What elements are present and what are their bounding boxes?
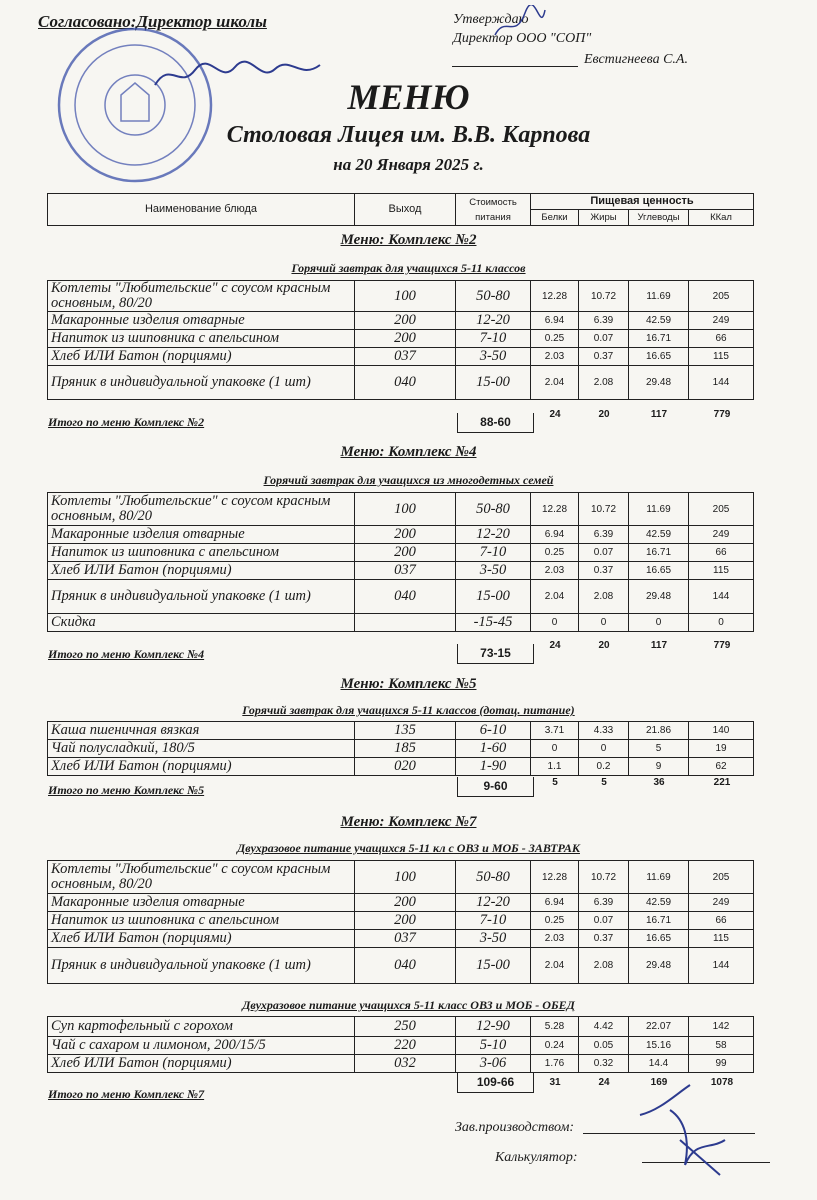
cost-cell: -15-45: [456, 614, 531, 632]
carbs-cell: 42.59: [629, 312, 689, 330]
complex2-total-label: Итого по меню Комплекс №2: [48, 415, 205, 429]
header-proteins: Белки: [531, 210, 579, 226]
complex5-table: [47, 721, 754, 776]
proteins-cell: 12.28: [531, 861, 579, 894]
cost-cell: 12-20: [456, 312, 531, 330]
kcal-cell: 115: [689, 930, 754, 948]
fats-cell: 0.32: [579, 1055, 629, 1073]
complex5-total-cost: 9-60: [457, 777, 534, 797]
table-row: [48, 330, 754, 348]
table-row: [48, 740, 754, 758]
proteins-cell: 6.94: [531, 526, 579, 544]
complex4-group: Горячий завтрак для учащихся из многодетных семей: [263, 473, 554, 487]
output-cell: 185: [355, 740, 456, 758]
carbs-cell: 16.71: [629, 544, 689, 562]
complex7-total-kcal: 1078: [710, 1077, 734, 1088]
complex5-total-label: Итого по меню Комплекс №5: [48, 783, 205, 797]
complex4-table: [47, 492, 754, 632]
table-row: [48, 281, 754, 312]
director-signature-line: [452, 66, 578, 67]
kcal-cell: 249: [689, 312, 754, 330]
fats-cell: 0: [579, 740, 629, 758]
carbs-cell: 29.48: [629, 948, 689, 984]
cost-cell: 50-80: [456, 281, 531, 312]
complex4-total-cost: 73-15: [457, 644, 534, 664]
proteins-cell: 1.1: [531, 758, 579, 776]
output-cell: 100: [355, 281, 456, 312]
table-row: [48, 580, 754, 614]
fats-cell: 4.42: [579, 1017, 629, 1037]
output-cell: 200: [355, 912, 456, 930]
calculator-label: Калькулятор:: [495, 1150, 578, 1165]
complex2-title: Меню: Комплекс №2: [340, 232, 477, 248]
header-kcal: ККал: [689, 210, 754, 226]
cost-cell: 50-80: [456, 493, 531, 526]
fats-cell: 0.2: [579, 758, 629, 776]
output-cell: 200: [355, 544, 456, 562]
header-nutrition: Пищевая ценность: [531, 194, 754, 210]
complex7-group-lunch: Двухразовое питание учащихся 5-11 класс ОВЗ и МОБ - ОБЕД: [242, 998, 575, 1012]
kcal-cell: 205: [689, 281, 754, 312]
proteins-cell: 0.24: [531, 1037, 579, 1055]
menu-date: на 20 Января 2025 г.: [333, 155, 484, 174]
carbs-cell: 29.48: [629, 366, 689, 400]
dish-name-cell: Макаронные изделия отварные: [48, 526, 355, 544]
header-cost: Стоимость питания: [456, 194, 531, 226]
proteins-cell: 12.28: [531, 493, 579, 526]
dish-name-cell: Макаронные изделия отварные: [48, 894, 355, 912]
kcal-cell: 66: [689, 544, 754, 562]
complex7-total-proteins: 31: [549, 1077, 561, 1088]
cost-cell: 7-10: [456, 330, 531, 348]
cost-cell: 12-20: [456, 526, 531, 544]
kcal-cell: 62: [689, 758, 754, 776]
fats-cell: 0.07: [579, 544, 629, 562]
fats-cell: 10.72: [579, 281, 629, 312]
complex2-total-kcal: 779: [713, 409, 731, 420]
output-cell: 100: [355, 861, 456, 894]
carbs-cell: 11.69: [629, 493, 689, 526]
complex5-total-carbs: 36: [653, 777, 665, 788]
proteins-cell: 3.71: [531, 722, 579, 740]
output-cell: 200: [355, 894, 456, 912]
cost-cell: 3-06: [456, 1055, 531, 1073]
table-row: [48, 562, 754, 580]
dish-name-cell: Хлеб ИЛИ Батон (порциями): [48, 562, 355, 580]
output-cell: 032: [355, 1055, 456, 1073]
complex2-total-cost: 88-60: [457, 413, 534, 433]
fats-cell: 6.39: [579, 894, 629, 912]
cost-cell: 3-50: [456, 930, 531, 948]
table-row: [48, 948, 754, 984]
carbs-cell: 16.71: [629, 912, 689, 930]
complex2-table: [47, 280, 754, 400]
kcal-cell: 140: [689, 722, 754, 740]
complex2-total-carbs: 117: [650, 409, 668, 420]
fats-cell: 0.37: [579, 348, 629, 366]
director-name: Евстигнеева С.А.: [584, 52, 688, 67]
complex7-total-fats: 24: [598, 1077, 610, 1088]
kcal-cell: 144: [689, 580, 754, 614]
complex2-group: Горячий завтрак для учащихся 5-11 классов: [291, 261, 526, 275]
kcal-cell: 19: [689, 740, 754, 758]
carbs-cell: 9: [629, 758, 689, 776]
table-row: [48, 493, 754, 526]
complex7-total-label: Итого по меню Комплекс №7: [48, 1087, 205, 1101]
output-cell: 040: [355, 948, 456, 984]
table-row: [48, 1017, 754, 1037]
kcal-cell: 66: [689, 330, 754, 348]
fats-cell: 0.07: [579, 330, 629, 348]
proteins-cell: 0.25: [531, 544, 579, 562]
dish-name-cell: Чай полусладкий, 180/5: [48, 740, 355, 758]
carbs-cell: 42.59: [629, 526, 689, 544]
table-row: [48, 912, 754, 930]
proteins-cell: 2.03: [531, 930, 579, 948]
carbs-cell: 29.48: [629, 580, 689, 614]
dish-name-cell: Хлеб ИЛИ Батон (порциями): [48, 1055, 355, 1073]
complex7-breakfast-table: [47, 860, 754, 984]
table-row: [48, 1055, 754, 1073]
output-cell: 100: [355, 493, 456, 526]
complex7-title: Меню: Комплекс №7: [340, 814, 477, 830]
cost-cell: 5-10: [456, 1037, 531, 1055]
table-row: [48, 1037, 754, 1055]
carbs-cell: 15.16: [629, 1037, 689, 1055]
kcal-cell: 142: [689, 1017, 754, 1037]
cost-cell: 3-50: [456, 562, 531, 580]
complex5-group: Горячий завтрак для учащихся 5-11 классов (дотац. питание): [242, 703, 575, 717]
complex2-total-proteins: 24: [549, 409, 561, 420]
kcal-cell: 99: [689, 1055, 754, 1073]
proteins-cell: 2.04: [531, 366, 579, 400]
carbs-cell: 5: [629, 740, 689, 758]
proteins-cell: 0: [531, 614, 579, 632]
approval-signature-icon: [490, 5, 550, 45]
cost-cell: 7-10: [456, 544, 531, 562]
agreed-header: Согласовано:Директор школы: [38, 12, 267, 31]
table-row: [48, 722, 754, 740]
table-row: [48, 348, 754, 366]
table-row: [48, 526, 754, 544]
output-cell: 037: [355, 930, 456, 948]
carbs-cell: 16.65: [629, 930, 689, 948]
dish-name-cell: Хлеб ИЛИ Батон (порциями): [48, 758, 355, 776]
dish-name-cell: Пряник в индивидуальной упаковке (1 шт): [48, 366, 355, 400]
output-cell: 250: [355, 1017, 456, 1037]
carbs-cell: 11.69: [629, 281, 689, 312]
page-title: МЕНЮ: [347, 77, 470, 117]
table-row: [48, 614, 754, 632]
fats-cell: 0.37: [579, 562, 629, 580]
proteins-cell: 2.04: [531, 948, 579, 984]
carbs-cell: 22.07: [629, 1017, 689, 1037]
carbs-cell: 21.86: [629, 722, 689, 740]
cost-cell: 1-60: [456, 740, 531, 758]
kcal-cell: 66: [689, 912, 754, 930]
kcal-cell: 205: [689, 493, 754, 526]
approved-label: Утверждаю: [453, 12, 529, 27]
complex7-total-cost: 109-66: [457, 1073, 534, 1093]
production-manager-label: Зав.производством:: [455, 1120, 575, 1135]
footer-signature-icon: [630, 1080, 740, 1180]
fats-cell: 10.72: [579, 861, 629, 894]
output-cell: 020: [355, 758, 456, 776]
proteins-cell: 2.04: [531, 580, 579, 614]
kcal-cell: 144: [689, 948, 754, 984]
cost-cell: 12-20: [456, 894, 531, 912]
dish-name-cell: Пряник в индивидуальной упаковке (1 шт): [48, 580, 355, 614]
table-header: [47, 193, 754, 226]
table-row: [48, 930, 754, 948]
dish-name-cell: Чай с сахаром и лимоном, 200/15/5: [48, 1037, 355, 1055]
proteins-cell: 0.25: [531, 330, 579, 348]
proteins-cell: 5.28: [531, 1017, 579, 1037]
table-row: [48, 544, 754, 562]
header-dish-name: Наименование блюда: [48, 194, 355, 226]
fats-cell: 0.05: [579, 1037, 629, 1055]
proteins-cell: 6.94: [531, 312, 579, 330]
dish-name-cell: Хлеб ИЛИ Батон (порциями): [48, 348, 355, 366]
carbs-cell: 14.4: [629, 1055, 689, 1073]
kcal-cell: 249: [689, 894, 754, 912]
complex4-title: Меню: Комплекс №4: [340, 444, 477, 460]
fats-cell: 4.33: [579, 722, 629, 740]
carbs-cell: 16.65: [629, 562, 689, 580]
fats-cell: 2.08: [579, 366, 629, 400]
complex5-total-proteins: 5: [552, 777, 558, 788]
dish-name-cell: Суп картофельный с горохом: [48, 1017, 355, 1037]
fats-cell: 10.72: [579, 493, 629, 526]
dish-name-cell: Макаронные изделия отварные: [48, 312, 355, 330]
fats-cell: 2.08: [579, 948, 629, 984]
complex2-total-fats: 20: [598, 409, 610, 420]
header-carbs: Углеводы: [629, 210, 689, 226]
cost-cell: 1-90: [456, 758, 531, 776]
output-cell: 200: [355, 312, 456, 330]
table-row: [48, 366, 754, 400]
dish-name-cell: Котлеты "Любительские" с соусом красным основным, 80/20: [48, 281, 355, 312]
output-cell: 037: [355, 562, 456, 580]
proteins-cell: 0.25: [531, 912, 579, 930]
kcal-cell: 144: [689, 366, 754, 400]
kcal-cell: 0: [689, 614, 754, 632]
fats-cell: 0.37: [579, 930, 629, 948]
fats-cell: 0: [579, 614, 629, 632]
cost-cell: 50-80: [456, 861, 531, 894]
carbs-cell: 16.65: [629, 348, 689, 366]
dish-name-cell: Хлеб ИЛИ Батон (порциями): [48, 930, 355, 948]
output-cell: 040: [355, 580, 456, 614]
proteins-cell: 2.03: [531, 348, 579, 366]
kcal-cell: 58: [689, 1037, 754, 1055]
canteen-subtitle: Столовая Лицея им. В.В. Карпова: [226, 122, 591, 148]
carbs-cell: 42.59: [629, 894, 689, 912]
cost-cell: 15-00: [456, 366, 531, 400]
proteins-cell: 2.03: [531, 562, 579, 580]
complex4-total-label: Итого по меню Комплекс №4: [48, 647, 205, 661]
cost-cell: 15-00: [456, 948, 531, 984]
complex5-total-fats: 5: [601, 777, 607, 788]
kcal-cell: 115: [689, 348, 754, 366]
dish-name-cell: Котлеты "Любительские" с соусом красным основным, 80/20: [48, 861, 355, 894]
dish-name-cell: Пряник в индивидуальной упаковке (1 шт): [48, 948, 355, 984]
dish-name-cell: Напиток из шиповника с апельсином: [48, 330, 355, 348]
dish-name-cell: Скидка: [48, 614, 355, 632]
dish-name-cell: Котлеты "Любительские" с соусом красным основным, 80/20: [48, 493, 355, 526]
complex7-group-breakfast: Двухразовое питание учащихся 5-11 кл с ОВЗ и МОБ - ЗАВТРАК: [237, 841, 580, 855]
complex5-title: Меню: Комплекс №5: [340, 676, 477, 692]
kcal-cell: 249: [689, 526, 754, 544]
table-row: [48, 894, 754, 912]
complex7-lunch-table: [47, 1016, 754, 1073]
complex4-total-fats: 20: [598, 640, 610, 651]
dish-name-cell: Каша пшеничная вязкая: [48, 722, 355, 740]
complex4-total-proteins: 24: [549, 640, 561, 651]
complex4-total-kcal: 779: [713, 640, 731, 651]
output-cell: 037: [355, 348, 456, 366]
director-label: Директор ООО "СОП": [453, 31, 592, 46]
header-output: Выход: [355, 194, 456, 226]
output-cell: 135: [355, 722, 456, 740]
complex4-total-carbs: 117: [650, 640, 668, 651]
cost-cell: 6-10: [456, 722, 531, 740]
output-cell: 200: [355, 526, 456, 544]
fats-cell: 0.07: [579, 912, 629, 930]
kcal-cell: 205: [689, 861, 754, 894]
output-cell: [355, 614, 456, 632]
proteins-cell: 1.76: [531, 1055, 579, 1073]
header-fats: Жиры: [579, 210, 629, 226]
dish-name-cell: Напиток из шиповника с апельсином: [48, 544, 355, 562]
fats-cell: 6.39: [579, 312, 629, 330]
kcal-cell: 115: [689, 562, 754, 580]
cost-cell: 3-50: [456, 348, 531, 366]
output-cell: 220: [355, 1037, 456, 1055]
table-row: [48, 861, 754, 894]
proteins-cell: 6.94: [531, 894, 579, 912]
complex5-total-kcal: 221: [713, 777, 731, 788]
fats-cell: 2.08: [579, 580, 629, 614]
carbs-cell: 11.69: [629, 861, 689, 894]
fats-cell: 6.39: [579, 526, 629, 544]
table-row: [48, 312, 754, 330]
carbs-cell: 16.71: [629, 330, 689, 348]
carbs-cell: 0: [629, 614, 689, 632]
table-row: [48, 758, 754, 776]
output-cell: 200: [355, 330, 456, 348]
cost-cell: 15-00: [456, 580, 531, 614]
cost-cell: 7-10: [456, 912, 531, 930]
proteins-cell: 12.28: [531, 281, 579, 312]
cost-cell: 12-90: [456, 1017, 531, 1037]
dish-name-cell: Напиток из шиповника с апельсином: [48, 912, 355, 930]
complex7-total-carbs: 169: [650, 1077, 668, 1088]
proteins-cell: 0: [531, 740, 579, 758]
output-cell: 040: [355, 366, 456, 400]
